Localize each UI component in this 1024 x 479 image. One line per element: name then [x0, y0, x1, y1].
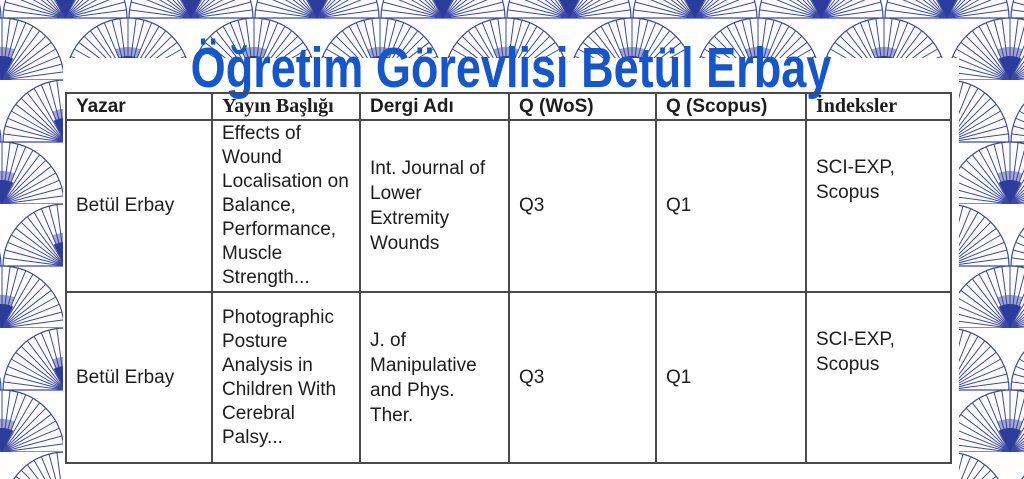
indeksler-text: SCI-EXP, Scopus — [816, 157, 895, 203]
cell-yazar: Betül Erbay — [66, 292, 212, 463]
cell-q-scopus: Q1 — [656, 120, 806, 292]
cell-indeksler — [806, 120, 951, 292]
col-header-yazar: Yazar — [66, 93, 212, 120]
cell-yayin-basligi: Photographic Posture Analysis in Children With Cerebral Palsy... — [212, 292, 360, 463]
cell-q-wos: Q3 — [509, 120, 656, 292]
publications-table — [65, 92, 952, 464]
col-header-dergi-adi: Dergi Adı — [360, 93, 509, 120]
table-header-row — [66, 93, 951, 120]
col-header-indeksler: İndeksler — [806, 93, 951, 120]
page-title: Öğretim Görevlisi Betül Erbay — [190, 36, 832, 100]
cell-yayin-basligi: Effects of Wound Localisation on Balance, Performance, Muscle Strength... — [212, 120, 360, 292]
cell-yazar: Betül Erbay — [66, 120, 212, 292]
cell-dergi-adi: Int. Journal of Lower Extremity Wounds — [360, 120, 509, 292]
table-row — [66, 120, 951, 292]
col-header-q-wos: Q (WoS) — [509, 93, 656, 120]
col-header-yayin-basligi: Yayın Başlığı — [212, 93, 360, 120]
cell-dergi-adi: J. of Manipulative and Phys. Ther. — [360, 292, 509, 463]
cell-q-wos: Q3 — [509, 292, 656, 463]
col-header-q-scopus: Q (Scopus) — [656, 93, 806, 120]
cell-q-scopus: Q1 — [656, 292, 806, 463]
cell-indeksler — [806, 292, 951, 463]
indeksler-text: SCI-EXP, Scopus — [816, 328, 895, 375]
table-row — [66, 292, 951, 463]
